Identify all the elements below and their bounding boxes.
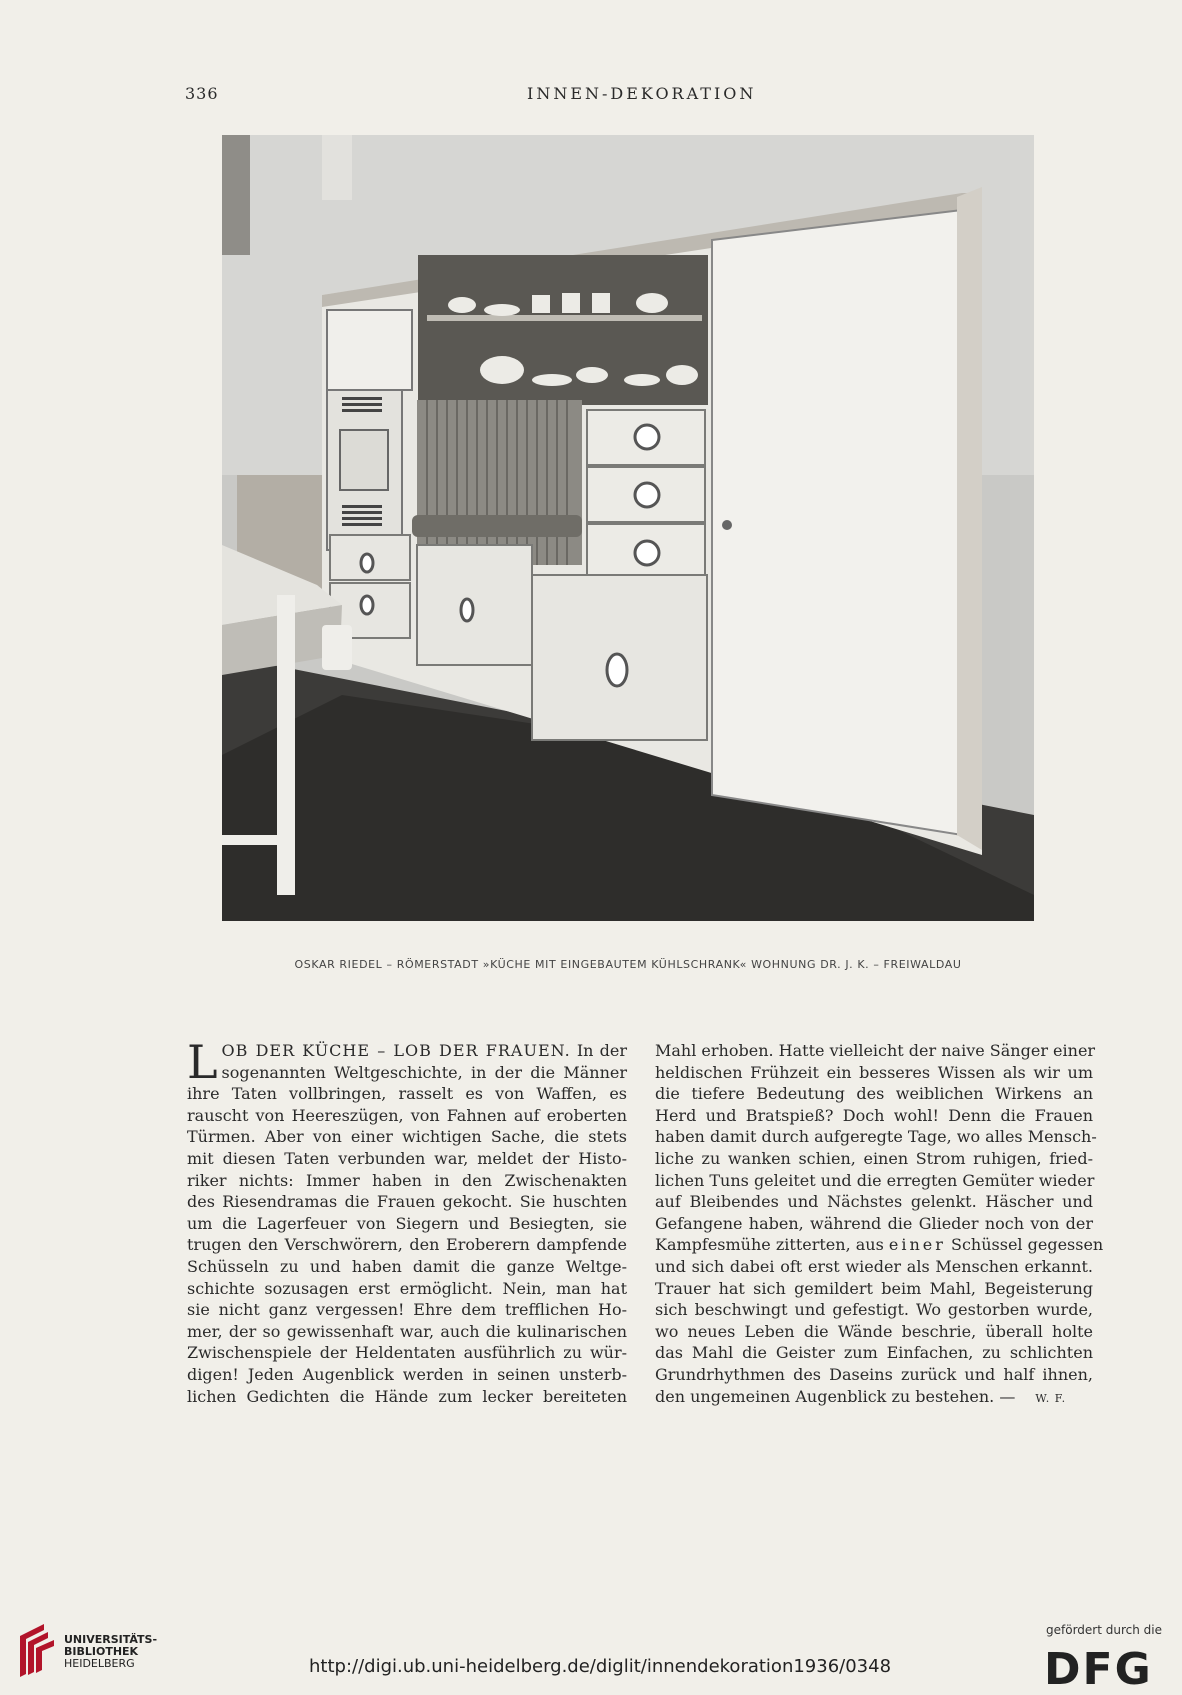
text-line-segment: Kampfesmühe zitterten, aus [655,1235,884,1255]
dfg-logo[interactable]: DFG [1044,1644,1153,1695]
text-line: liche zu wanken schien, einen Strom ruhigen, fried- [655,1148,1093,1168]
library-name-line1: UNIVERSITÄTS- [64,1633,158,1646]
text-line-segment: In der [570,1041,627,1060]
text-line: haben damit durch aufgeregte Tage, wo alles Mensch- [655,1127,1097,1147]
text-line: um die Lagerfeuer von Siegern und Besiegten, sie [187,1213,627,1233]
article-column-right [655,1040,1104,1407]
article-column-left [187,1035,627,1407]
text-line: Türmen. Aber von einer wichtigen Sache, die stets [187,1127,627,1147]
text-line: sie nicht ganz vergessen! Ehre dem trefflichen Ho- [187,1300,627,1320]
text-line [655,1234,1104,1256]
text-line: mer, der so gewissenhaft war, auch die kulinarischen [187,1321,627,1341]
text-line: Schüsseln zu und haben damit die ganze Weltge- [187,1256,627,1276]
library-name-line2: BIBLIOTHEK [64,1645,139,1658]
text-line: Trauer hat sich gemildert beim Mahl, Begeisterung [655,1278,1093,1298]
text-line: lichen Gedichten die Hände zum lecker bereiteten [187,1386,627,1406]
text-line: rauscht von Heereszügen, von Fahnen auf eroberten [187,1105,627,1125]
library-name-line3: HEIDELBERG [64,1657,135,1670]
running-title: INNEN-DEKORATION [527,84,757,103]
source-url[interactable]: http://digi.ub.uni-heidelberg.de/diglit/innendekoration1936/0348 [309,1656,892,1677]
text-line: Grundrhythmen des Daseins zurück und half ihnen, [655,1364,1093,1384]
library-logo[interactable] [14,1622,164,1682]
text-line: auf Bleibendes und Nächstes gelenkt. Häscher und [655,1192,1093,1212]
text-line: ihre Taten vollbringen, rasselt es von Waffen, es [187,1084,627,1104]
text-line-segment: Schüssel gegessen [945,1235,1104,1255]
text-line: Mahl erhoben. Hatte vielleicht der naive Sänger einer [655,1041,1096,1060]
text-line [187,1040,627,1062]
text-line: heldischen Frühzeit ein besseres Wissen als wir um [655,1062,1093,1082]
library-emblem-icon [14,1622,58,1682]
kitchen-photograph [222,135,1034,921]
text-line-segment: den ungemeinen Augenblick zu bestehen. — [655,1386,1016,1406]
text-line: des Riesendramas die Frauen gekocht. Sie huschten [187,1192,627,1212]
page-number: 336 [185,84,219,103]
text-line: riker nichts: Immer haben in den Zwischenakten [187,1170,627,1190]
text-line: sich beschwingt und gefestigt. Wo gestorben wurde, [655,1300,1093,1320]
text-line: digen! Jeden Augenblick werden in seinen unsterb- [187,1364,627,1384]
text-line: mit diesen Taten verbunden war, meldet der Histo- [187,1148,627,1168]
text-line: lichen Tuns geleitet und die erregten Gemüter wieder [655,1170,1095,1190]
text-line: Herd und Bratspieß? Doch wohl! Denn die Frauen [655,1105,1093,1125]
text-line: sogenannten Weltgeschichte, in der die Männer [221,1062,627,1082]
text-line: das Mahl die Geister zum Einfachen, zu schlichten [655,1343,1093,1363]
figure-caption: OSKAR RIEDEL – RÖMERSTADT »KÜCHE MIT EINGEBAUTEM KÜHLSCHRANK« WOHNUNG DR. J. K. – FREIWALDAU [294,958,962,971]
text-line: Gefangene haben, während die Glieder noch von der [655,1213,1093,1233]
text-line: schichte sozusagen erst ermöglicht. Nein, man hat [187,1278,627,1298]
emphasized-word: einer [888,1235,946,1255]
author-signature: W. F. [1035,1391,1067,1405]
text-line: Zwischenspiele der Heldentaten ausführlich zu wür- [187,1343,627,1363]
drop-cap: L [187,1035,218,1089]
text-line [655,1386,1093,1408]
funding-label: gefördert durch die [1046,1623,1162,1637]
text-line: und sich dabei oft erst wieder als Menschen erkannt. [655,1256,1093,1276]
text-line: wo neues Leben die Wände beschrie, überall holte [655,1321,1093,1341]
text-line: trugen den Verschwörern, den Eroberern dampfende [187,1235,627,1255]
article-lead: OB DER KÜCHE – LOB DER FRAUEN. [221,1041,571,1060]
text-line: die tiefere Bedeutung des weiblichen Wirkens an [655,1084,1093,1104]
